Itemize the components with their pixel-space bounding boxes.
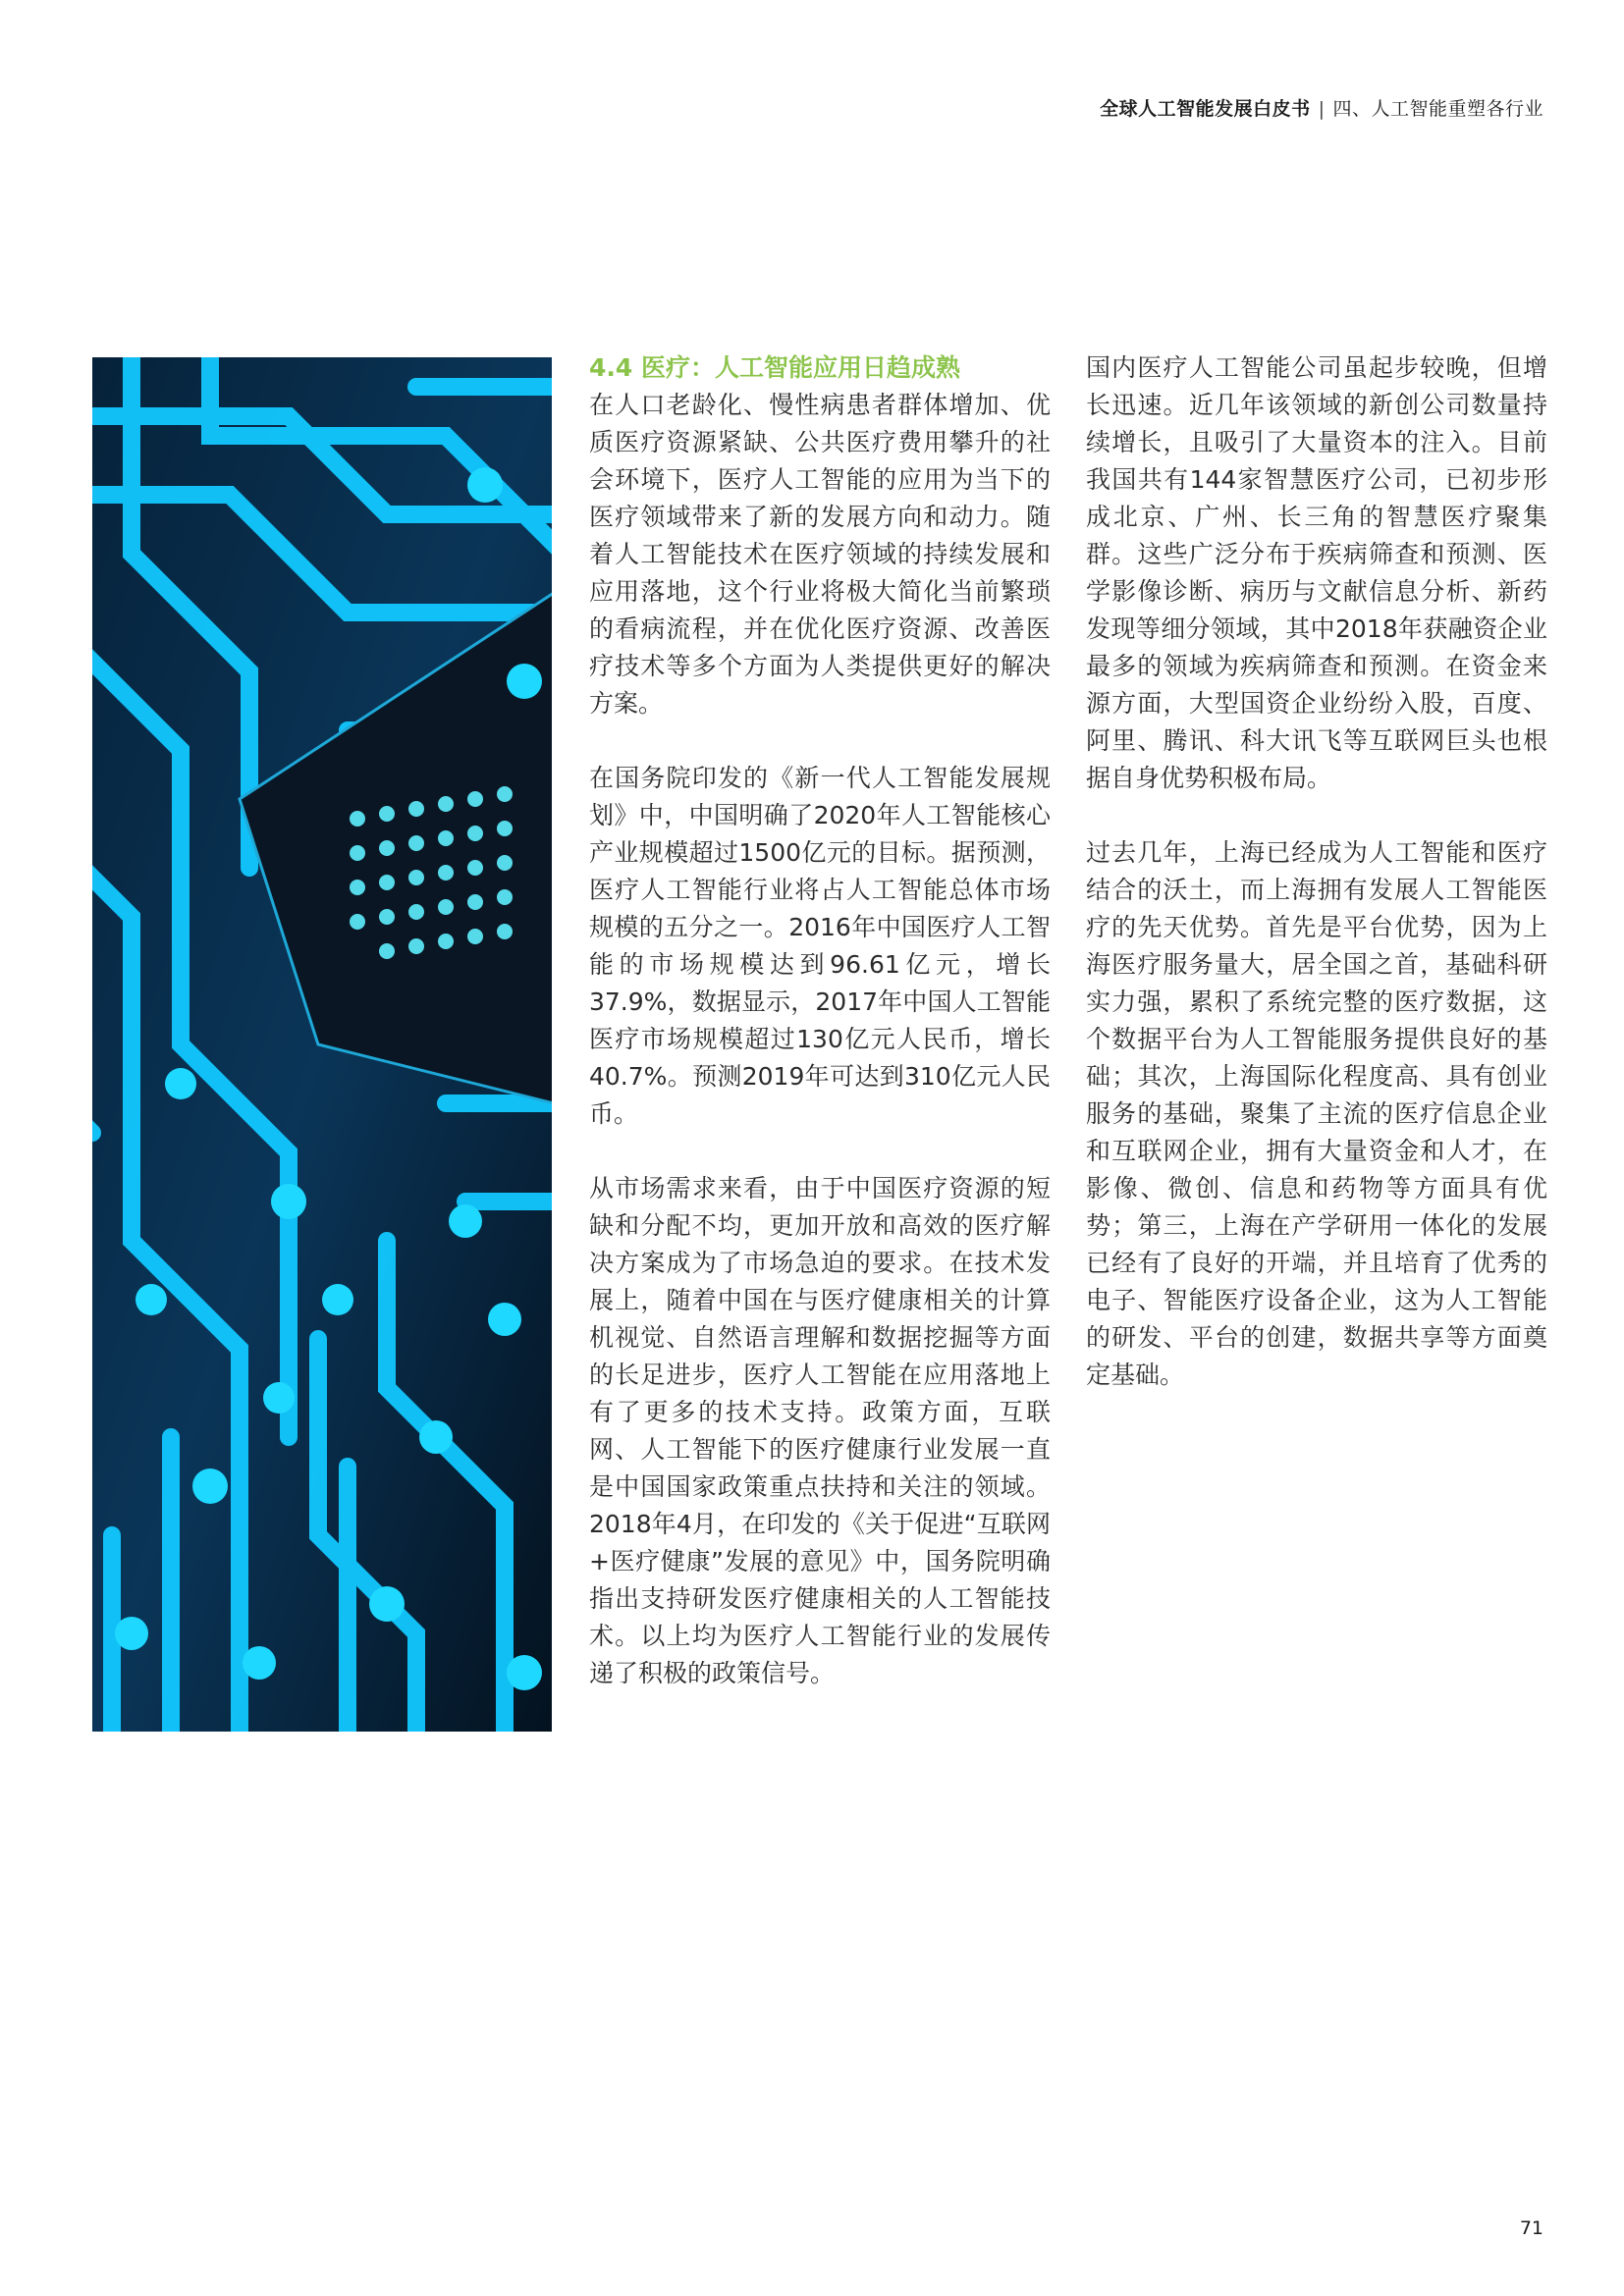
- text-column-left: [589, 349, 1051, 1692]
- paragraph: 国内医疗人工智能公司虽起步较晚，但增长迅速。近几年该领域的新创公司数量持续增长，且吸引了大量资本的注入。目前我国共有144家智慧医疗公司，已初步形成北京、广州、长三角的智慧医疗聚集群。这些广泛分布于疾病筛查和预测、医学影像诊断、病历与文献信息分析、新药发现等细分领域，其中2018年获融资企业最多的领域为疾病筛查和预测。在资金来源方面，大型国资企业纷纷入股，百度、阿里、腾讯、科大讯飞等互联网巨头也根据自身优势积极布局。: [1086, 353, 1547, 792]
- paragraph: 在国务院印发的《新一代人工智能发展规划》中，中国明确了2020年人工智能核心产业规模超过1500亿元的目标。据预测，医疗人工智能行业将占人工智能总体市场规模的五分之一。2016年中国医疗人工智能的市场规模达到96.61亿元，增长37.9%，数据显示，2017年中国人工智能医疗市场规模超过130亿元人民币，增长40.7%。预测2019年可达到310亿元人民币。: [589, 764, 1051, 1128]
- paragraph: 在人口老龄化、慢性病患者群体增加、优质医疗资源紧缺、公共医疗费用攀升的社会环境下，医疗人工智能的应用为当下的医疗领域带来了新的发展方向和动力。随着人工智能技术在医疗领域的持续发展和应用落地，这个行业将极大简化当前繁琐的看病流程，并在优化医疗资源、改善医疗技术等多个方面为人类提供更好的解决方案。: [589, 391, 1051, 718]
- running-header: [1100, 94, 1543, 121]
- header-separator: |: [1318, 98, 1326, 120]
- text-column-right: [1086, 349, 1547, 1394]
- paragraph: 过去几年，上海已经成为人工智能和医疗结合的沃土，而上海拥有发展人工智能医疗的先天优势。首先是平台优势，因为上海医疗服务量大，居全国之首，基础科研实力强，累积了系统完整的医疗数据，这个数据平台为人工智能服务提供良好的基础；其次，上海国际化程度高、具有创业服务的基础，聚集了主流的医疗信息企业和互联网企业，拥有大量资金和人才，在影像、微创、信息和药物等方面具有优势；第三，上海在产学研用一体化的发展已经有了良好的开端，并且培育了优秀的电子、智能医疗设备企业，这为人工智能的研发、平台的创建，数据共享等方面奠定基础。: [1086, 838, 1547, 1389]
- section-heading: 4.4 医疗：人工智能应用日趋成熟: [589, 353, 960, 382]
- circuit-board-image: [92, 357, 552, 1732]
- circuit-board-icon: [92, 357, 552, 1732]
- document-title: 全球人工智能发展白皮书: [1100, 98, 1311, 120]
- chapter-title: 四、人工智能重塑各行业: [1332, 98, 1543, 120]
- paragraph: 从市场需求来看，由于中国医疗资源的短缺和分配不均，更加开放和高效的医疗解决方案成为了市场急迫的要求。在技术发展上，随着中国在与医疗健康相关的计算机视觉、自然语言理解和数据挖掘等方面的长足进步，医疗人工智能在应用落地上有了更多的技术支持。政策方面，互联网、人工智能下的医疗健康行业发展一直是中国国家政策重点扶持和关注的领域。2018年4月，在印发的《关于促进“互联网+医疗健康”发展的意见》中，国务院明确指出支持研发医疗健康相关的人工智能技术。以上均为医疗人工智能行业的发展传递了积极的政策信号。: [589, 1174, 1051, 1687]
- page-number: 71: [1519, 2217, 1543, 2239]
